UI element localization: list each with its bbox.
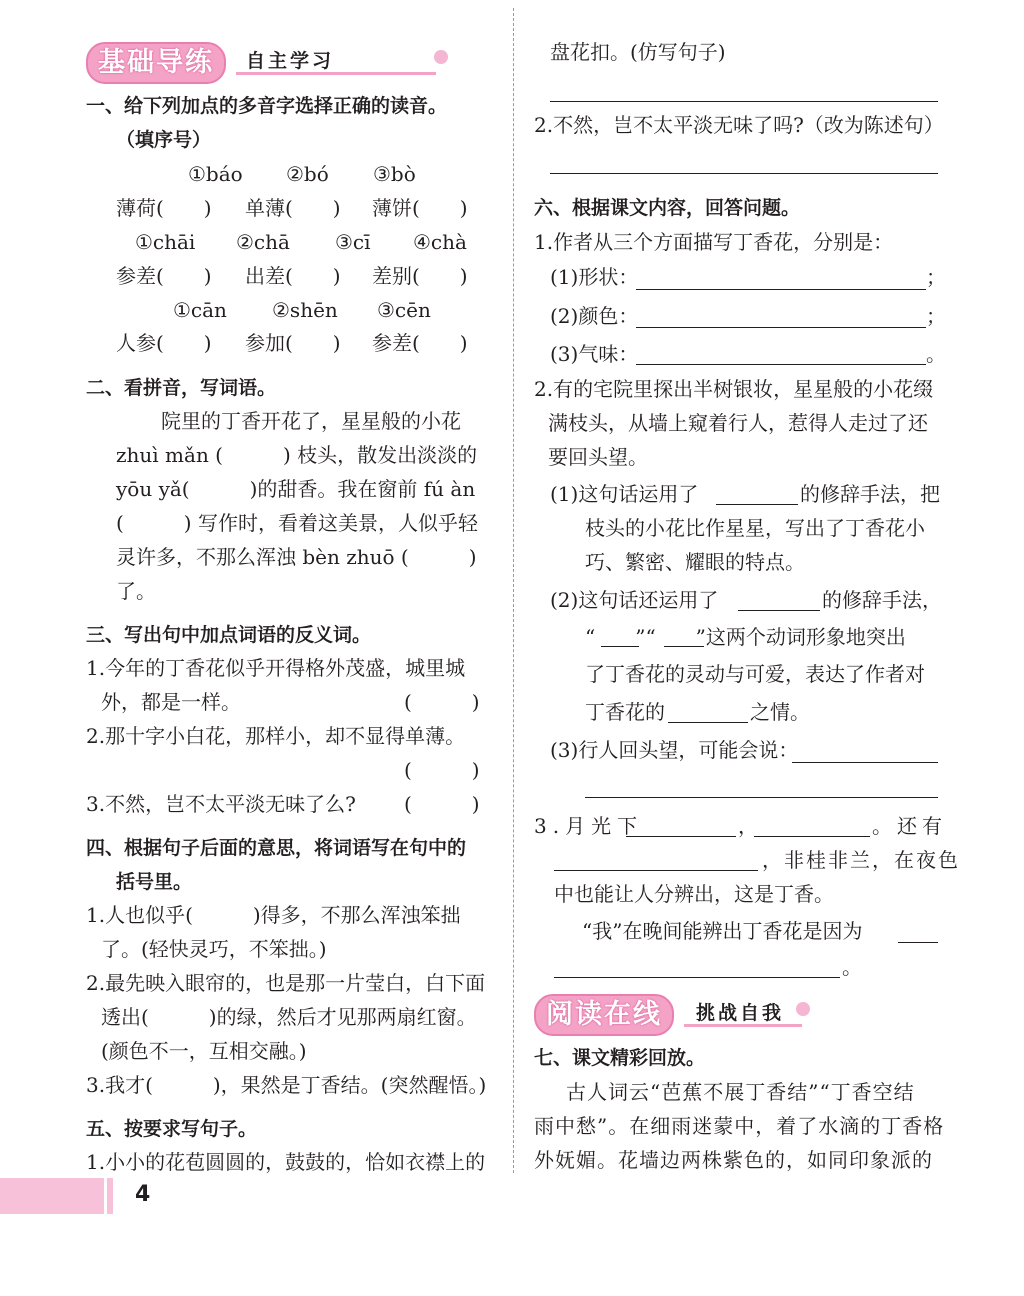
q5-line: 1.小小的花苞圆圆的，鼓鼓的，恰如衣襟上的 — [86, 1150, 486, 1174]
word-item: 单薄( ) — [245, 196, 341, 220]
pinyin-option: ③bò — [373, 162, 416, 186]
q6-line: 1.作者从三个方面描写丁香花，分别是： — [534, 230, 894, 254]
banner-title: 基础导练 — [86, 42, 226, 84]
answer-line[interactable] — [716, 504, 798, 505]
answer-blank[interactable]: ( ) — [404, 792, 480, 816]
q2-line: yōu yǎ( )的甜香。我在窗前 fú àn — [116, 477, 476, 501]
q6-a2c: 了丁香花的灵动与可爱，表达了作者对 — [585, 662, 925, 686]
banner-basic-practice — [86, 42, 366, 82]
q5-heading: 五、按要求写句子。 — [86, 1118, 258, 1140]
page-footer-bar — [0, 1178, 104, 1214]
answer-line[interactable] — [754, 836, 870, 837]
word-item: 参差( ) — [116, 264, 212, 288]
answer-line[interactable] — [550, 173, 938, 174]
q4-line: 3.我才( )，果然是丁香结。(突然醒悟。) — [86, 1073, 487, 1097]
q6-p3: 中也能让人分辨出，这是丁香。 — [554, 882, 834, 906]
q3-line: 外，都是一样。 — [101, 690, 241, 714]
q1-heading: 一、给下列加点的多音字选择正确的读音。 — [86, 95, 448, 117]
q6-a2: (2)这句话还运用了 — [550, 588, 719, 612]
q6-a2: 的修辞手法， — [822, 588, 942, 612]
q6-heading: 六、根据课文内容，回答问题。 — [534, 197, 801, 219]
pinyin-option: ②shēn — [272, 298, 338, 322]
banner-underline — [684, 1024, 802, 1027]
q6-a2b: “ ”“ ”这两个动词形象地突出 — [585, 625, 906, 649]
answer-line[interactable] — [626, 836, 736, 837]
q7-line: 雨中愁”。在细雨迷蒙中，着了水滴的丁香格 — [534, 1114, 945, 1138]
banner-subtitle: 自主学习 — [246, 50, 335, 72]
pinyin-option: ①chāi — [135, 230, 196, 254]
q2-line: 院里的丁香开花了，星星般的小花 — [161, 409, 461, 433]
banner-dot-icon — [434, 50, 448, 64]
pinyin-option: ③cī — [335, 230, 371, 254]
q6-a1: (1)这句话运用了 — [550, 482, 699, 506]
q6-sub: (2)颜色： — [550, 304, 639, 328]
q6-p3: ， — [738, 814, 758, 838]
banner-subtitle: 挑战自我 — [696, 1002, 785, 1024]
banner-underline — [236, 72, 436, 75]
column-divider — [513, 8, 514, 1173]
q6-p3: “我”在晚间能辨出丁香花是因为 — [582, 919, 863, 943]
pinyin-option: ④chà — [413, 230, 467, 254]
banner-title: 阅读在线 — [534, 994, 674, 1036]
q4-line: 1.人也似乎( )得多，不那么浑浊笨拙 — [86, 903, 461, 927]
page-footer-bar-accent — [107, 1178, 113, 1214]
answer-line[interactable] — [554, 977, 840, 978]
answer-line[interactable] — [636, 364, 926, 365]
pinyin-option: ①cān — [173, 298, 227, 322]
q6-p2-line: 要回头望。 — [548, 445, 648, 469]
q5-line: 2.不然，岂不太平淡无味了吗?（改为陈述句） — [534, 113, 944, 137]
answer-line[interactable] — [550, 101, 938, 102]
q6-a3: (3)行人回头望，可能会说： — [550, 738, 799, 762]
answer-line[interactable] — [668, 722, 748, 723]
q2-line: ( ) 写作时，看着这美景，人似乎轻 — [116, 511, 478, 535]
answer-line[interactable] — [792, 762, 938, 763]
pinyin-option: ①báo — [188, 162, 243, 186]
q2-heading: 二、看拼音，写词语。 — [86, 377, 277, 399]
q4-line: 透出( )的绿，然后才见那两扇红窗。 — [101, 1005, 477, 1029]
q6-a1b: 巧、繁密、耀眼的特点。 — [585, 550, 805, 574]
word-item: 出差( ) — [245, 264, 341, 288]
q4-line: 了。(轻快灵巧，不笨拙。) — [101, 937, 327, 961]
answer-line[interactable] — [664, 646, 704, 647]
q2-line: 了。 — [116, 579, 156, 603]
q3-line: 3.不然，岂不太平淡无味了么? — [86, 792, 356, 816]
q6-p2-line: 满枝头，从墙上窥着行人，惹得人走过了还 — [548, 411, 928, 435]
q6-a1b: 枝头的小花比作星星，写出了丁香花小 — [585, 516, 925, 540]
banner-reading-online — [534, 994, 814, 1034]
q6-p3: 3.月光下 — [534, 814, 644, 838]
q6-a2d: 之情。 — [750, 700, 810, 724]
q4-heading: 四、根据句子后面的意思，将词语写在句中的 — [86, 837, 467, 859]
q5-line: 盘花扣。(仿写句子) — [550, 40, 726, 64]
q1-heading2: （填序号） — [116, 129, 212, 151]
q6-a1: 的修辞手法，把 — [800, 482, 940, 506]
answer-line[interactable] — [738, 610, 820, 611]
answer-blank[interactable]: ( ) — [404, 690, 480, 714]
banner-dot-icon — [796, 1002, 810, 1016]
q3-line: 2.那十字小白花，那样小，却不显得单薄。 — [86, 724, 466, 748]
word-item: 薄饼( ) — [372, 196, 468, 220]
punct: ； — [926, 304, 946, 328]
answer-line[interactable] — [585, 797, 938, 798]
pinyin-option: ②bó — [286, 162, 329, 186]
q2-line: zhuì mǎn ( ) 枝头，散发出淡淡的 — [116, 443, 478, 467]
q3-heading: 三、写出句中加点词语的反义词。 — [86, 624, 372, 646]
punct: 。 — [926, 342, 946, 366]
q4-line: (颜色不一，互相交融。) — [101, 1039, 307, 1063]
q7-line: 外妩媚。花墙边两株紫色的，如同印象派的 — [534, 1148, 933, 1172]
q6-p3: 。还有 — [872, 814, 947, 838]
word-item: 参加( ) — [245, 331, 341, 355]
q2-line: 灵许多，不那么浑浊 bèn zhuō ( ) — [116, 545, 477, 569]
answer-blank[interactable]: ( ) — [404, 758, 480, 782]
word-item: 人参( ) — [116, 331, 212, 355]
word-item: 参差( ) — [372, 331, 468, 355]
q4-heading2: 括号里。 — [116, 871, 193, 893]
word-item: 薄荷( ) — [116, 196, 212, 220]
punct: ； — [926, 265, 946, 289]
q3-line: 1.今年的丁香花似乎开得格外茂盛，城里城 — [86, 656, 466, 680]
q7-line: 古人词云“芭蕉不展丁香结”“丁香空结 — [566, 1080, 915, 1104]
page-number: 4 — [135, 1182, 151, 1207]
answer-line[interactable] — [554, 870, 758, 871]
q4-line: 2.最先映入眼帘的，也是那一片莹白，白下面 — [86, 971, 486, 995]
word-item: 差别( ) — [372, 264, 468, 288]
punct: 。 — [842, 955, 862, 979]
answer-line[interactable] — [898, 942, 938, 943]
q6-p3: ，非桂非兰，在夜色 — [762, 848, 960, 872]
q6-a2d: 丁香花的 — [585, 700, 665, 724]
answer-line[interactable] — [636, 289, 926, 290]
pinyin-option: ③cēn — [377, 298, 431, 322]
q6-p2-line: 2.有的宅院里探出半树银妆，星星般的小花缀 — [534, 377, 934, 401]
q7-heading: 七、课文精彩回放。 — [534, 1047, 706, 1069]
q6-sub: (3)气味： — [550, 342, 639, 366]
pinyin-option: ②chā — [236, 230, 290, 254]
answer-line[interactable] — [601, 646, 639, 647]
answer-line[interactable] — [636, 327, 926, 328]
q6-sub: (1)形状： — [550, 265, 639, 289]
